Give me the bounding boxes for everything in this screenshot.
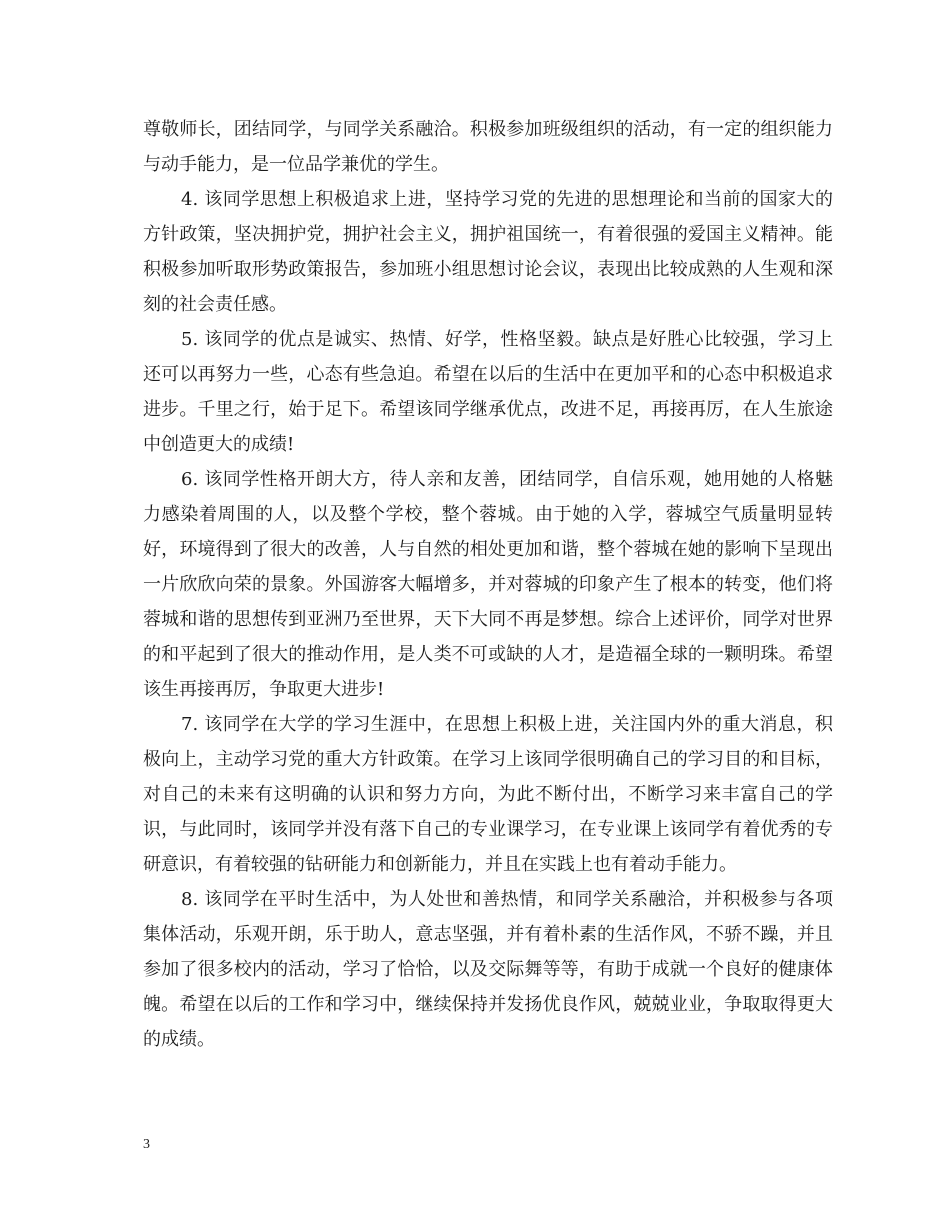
paragraph-item-4: 4. 该同学思想上积极追求上进，坚持学习党的先进的思想理论和当前的国家大的方针政策，坚决拥护党，拥护社会主义，拥护祖国统一，有着很强的爱国主义精神。能积极参加听取形势政策报告，参加班小组思想讨论会议，表现出比较成熟的人生观和深刻的社会责任感。: [143, 189, 833, 315]
paragraph-item-5: 5. 该同学的优点是诚实、热情、好学，性格坚毅。缺点是好胜心比较强，学习上还可以再努力一些，心态有些急迫。希望在以后的生活中在更加平和的心态中积极追求进步。千里之行，始于足下。希望该同学继承优点，改进不足，再接再厉，在人生旅途中创造更大的成绩!: [143, 329, 833, 455]
paragraph-item-8: 8. 该同学在平时生活中，为人处世和善热情，和同学关系融洽，并积极参与各项集体活动，乐观开朗，乐于助人，意志坚强，并有着朴素的生活作风，不骄不躁，并且参加了很多校内的活动，学习了恰恰，以及交际舞等等，有助于成就一个良好的健康体魄。希望在以后的工作和学习中，继续保持并发扬优良作风，兢兢业业，争取取得更大的成绩。: [143, 889, 833, 1050]
paragraph-continuation: 尊敬师长，团结同学，与同学关系融洽。积极参加班级组织的活动，有一定的组织能力与动手能力，是一位品学兼优的学生。: [143, 119, 833, 175]
paragraph-item-7: 7. 该同学在大学的学习生涯中，在思想上积极上进，关注国内外的重大消息，积极向上，主动学习党的重大方针政策。在学习上该同学很明确自己的学习目的和目标，对自己的未来有这明确的认识和努力方向，为此不断付出，不断学习来丰富自己的学识，与此同时，该同学并没有落下自己的专业课学习，在专业课上该同学有着优秀的专研意识，有着较强的钻研能力和创新能力，并且在实践上也有着动手能力。: [143, 714, 833, 875]
paragraph-item-6: 6. 该同学性格开朗大方，待人亲和友善，团结同学，自信乐观，她用她的人格魅力感染着周围的人，以及整个学校，整个蓉城。由于她的入学，蓉城空气质量明显转好，环境得到了很大的改善，人与自然的相处更加和谐，整个蓉城在她的影响下呈现出一片欣欣向荣的景象。外国游客大幅增多，并对蓉城的印象产生了根本的转变，他们将蓉城和谐的思想传到亚洲乃至世界，天下大同不再是梦想。综合上述评价，同学对世界的和平起到了很大的推动作用，是人类不可或缺的人才，是造福全球的一颗明珠。希望该生再接再厉，争取更大进步!: [143, 469, 833, 700]
document-body: [143, 112, 833, 1057]
page-number: 3: [143, 1137, 150, 1152]
